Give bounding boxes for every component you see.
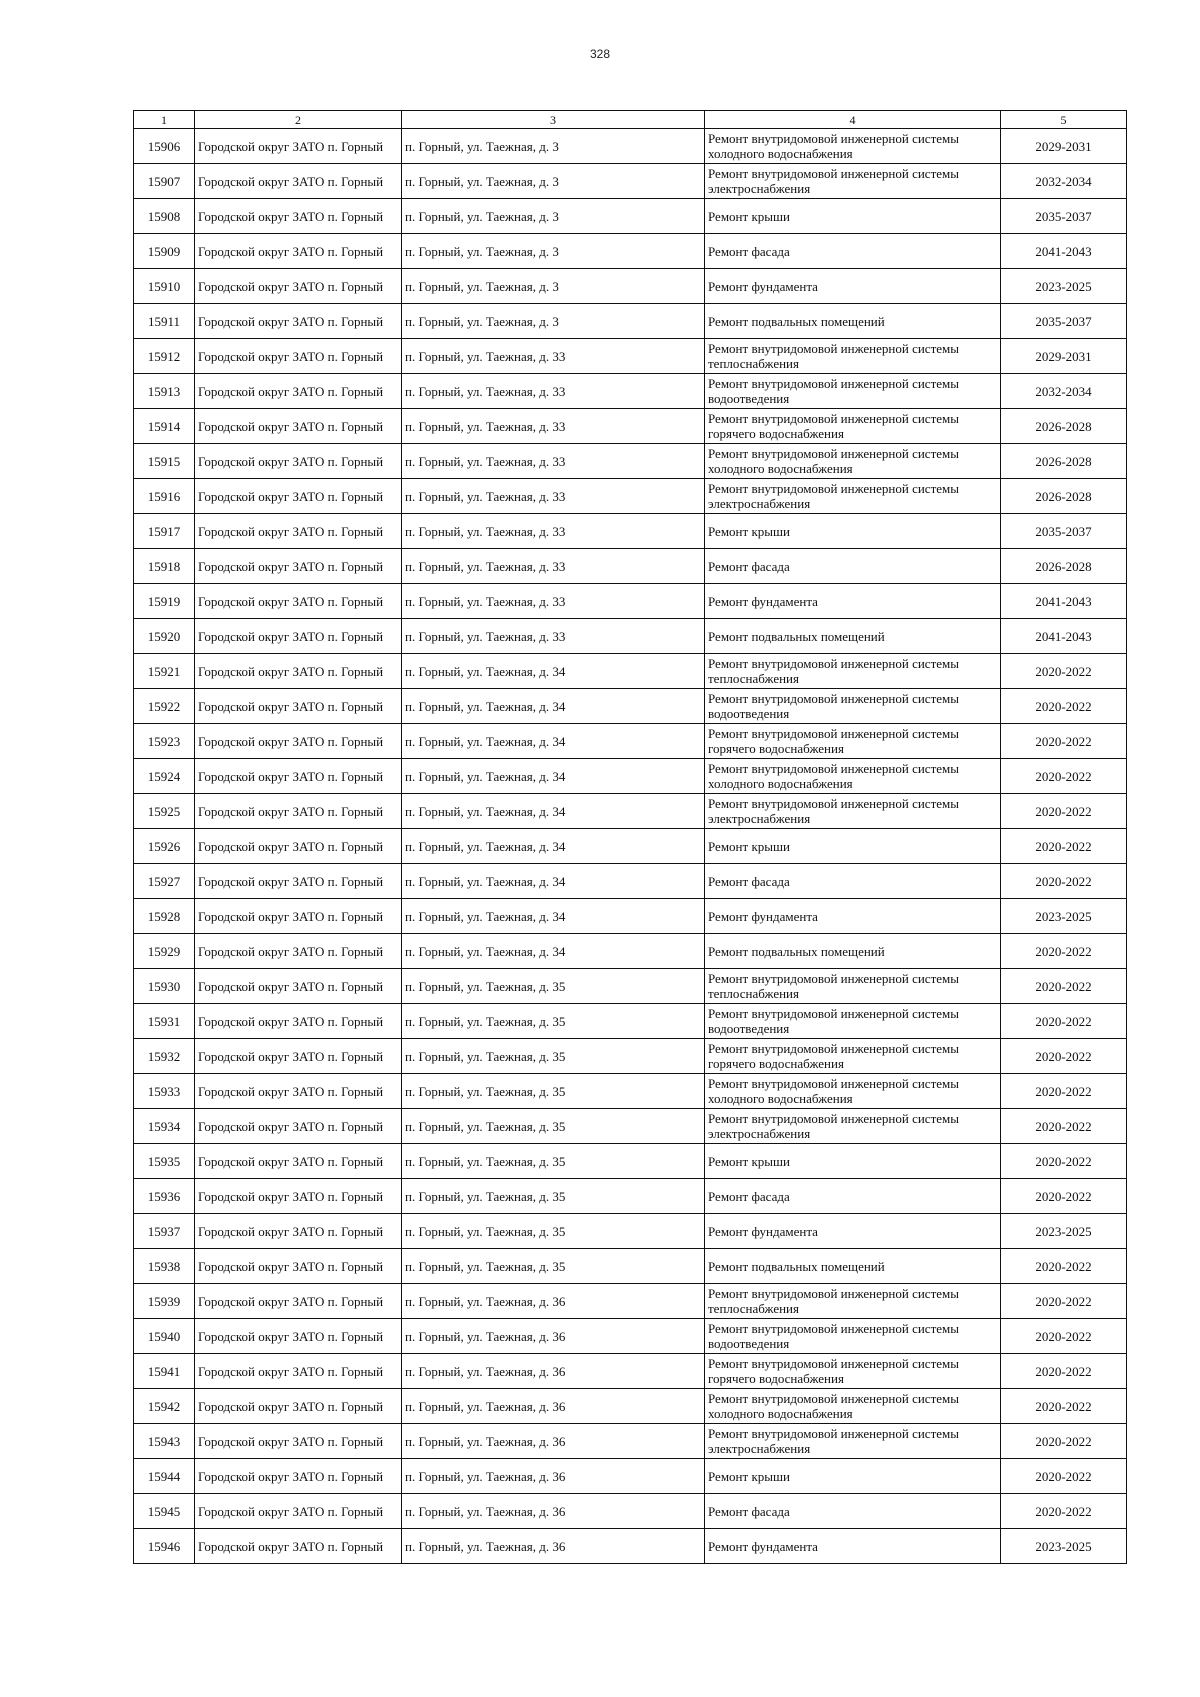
table-row — [134, 1459, 1127, 1494]
address-cell: п. Горный, ул. Таежная, д. 36 — [402, 1319, 705, 1354]
row-number-cell: 15906 — [134, 129, 195, 164]
row-number-cell: 15929 — [134, 934, 195, 969]
years-cell: 2041-2043 — [1001, 584, 1127, 619]
row-number-cell: 15917 — [134, 514, 195, 549]
table-row — [134, 899, 1127, 934]
row-number-cell: 15941 — [134, 1354, 195, 1389]
address-cell: п. Горный, ул. Таежная, д. 34 — [402, 689, 705, 724]
work-type-cell: Ремонт внутридомовой инженерной системы теплоснабжения — [705, 1284, 1001, 1319]
work-type-cell: Ремонт внутридомовой инженерной системы горячего водоснабжения — [705, 724, 1001, 759]
row-number-cell: 15912 — [134, 339, 195, 374]
header-row — [134, 111, 1127, 129]
address-cell: п. Горный, ул. Таежная, д. 33 — [402, 479, 705, 514]
work-type-cell: Ремонт внутридомовой инженерной системы холодного водоснабжения — [705, 1074, 1001, 1109]
address-cell: п. Горный, ул. Таежная, д. 35 — [402, 1004, 705, 1039]
address-cell: п. Горный, ул. Таежная, д. 36 — [402, 1529, 705, 1564]
years-cell: 2020-2022 — [1001, 1319, 1127, 1354]
work-type-cell: Ремонт внутридомовой инженерной системы теплоснабжения — [705, 654, 1001, 689]
district-cell: Городской округ ЗАТО п. Горный — [195, 1354, 402, 1389]
district-cell: Городской округ ЗАТО п. Горный — [195, 304, 402, 339]
work-type-cell: Ремонт подвальных помещений — [705, 304, 1001, 339]
table-row — [134, 479, 1127, 514]
work-type-cell: Ремонт внутридомовой инженерной системы теплоснабжения — [705, 339, 1001, 374]
district-cell: Городской округ ЗАТО п. Горный — [195, 1284, 402, 1319]
table-row — [134, 1319, 1127, 1354]
row-number-cell: 15940 — [134, 1319, 195, 1354]
row-number-cell: 15942 — [134, 1389, 195, 1424]
district-cell: Городской округ ЗАТО п. Горный — [195, 724, 402, 759]
district-cell: Городской округ ЗАТО п. Горный — [195, 829, 402, 864]
district-cell: Городской округ ЗАТО п. Горный — [195, 234, 402, 269]
address-cell: п. Горный, ул. Таежная, д. 35 — [402, 1109, 705, 1144]
years-cell: 2020-2022 — [1001, 1424, 1127, 1459]
row-number-cell: 15913 — [134, 374, 195, 409]
address-cell: п. Горный, ул. Таежная, д. 36 — [402, 1459, 705, 1494]
row-number-cell: 15922 — [134, 689, 195, 724]
district-cell: Городской округ ЗАТО п. Горный — [195, 479, 402, 514]
district-cell: Городской округ ЗАТО п. Горный — [195, 199, 402, 234]
table-row — [134, 304, 1127, 339]
address-cell: п. Горный, ул. Таежная, д. 33 — [402, 444, 705, 479]
table-row — [134, 129, 1127, 164]
work-type-cell: Ремонт крыши — [705, 829, 1001, 864]
table-row — [134, 1039, 1127, 1074]
years-cell: 2020-2022 — [1001, 1459, 1127, 1494]
table-row — [134, 1424, 1127, 1459]
district-cell: Городской округ ЗАТО п. Горный — [195, 1109, 402, 1144]
row-number-cell: 15908 — [134, 199, 195, 234]
address-cell: п. Горный, ул. Таежная, д. 33 — [402, 409, 705, 444]
district-cell: Городской округ ЗАТО п. Горный — [195, 969, 402, 1004]
work-type-cell: Ремонт внутридомовой инженерной системы водоотведения — [705, 1004, 1001, 1039]
address-cell: п. Горный, ул. Таежная, д. 35 — [402, 1039, 705, 1074]
years-cell: 2020-2022 — [1001, 724, 1127, 759]
table-row — [134, 1004, 1127, 1039]
district-cell: Городской округ ЗАТО п. Горный — [195, 164, 402, 199]
years-cell: 2020-2022 — [1001, 1109, 1127, 1144]
district-cell: Городской округ ЗАТО п. Горный — [195, 409, 402, 444]
district-cell: Городской округ ЗАТО п. Горный — [195, 1179, 402, 1214]
row-number-cell: 15927 — [134, 864, 195, 899]
district-cell: Городской округ ЗАТО п. Горный — [195, 934, 402, 969]
years-cell: 2029-2031 — [1001, 339, 1127, 374]
address-cell: п. Горный, ул. Таежная, д. 35 — [402, 969, 705, 1004]
years-cell: 2020-2022 — [1001, 1039, 1127, 1074]
table-row — [134, 829, 1127, 864]
district-cell: Городской округ ЗАТО п. Горный — [195, 689, 402, 724]
row-number-cell: 15919 — [134, 584, 195, 619]
work-type-cell: Ремонт внутридомовой инженерной системы водоотведения — [705, 689, 1001, 724]
table-row — [134, 1214, 1127, 1249]
table-row — [134, 1249, 1127, 1284]
address-cell: п. Горный, ул. Таежная, д. 36 — [402, 1389, 705, 1424]
row-number-cell: 15914 — [134, 409, 195, 444]
table-row — [134, 619, 1127, 654]
column-header: 4 — [705, 111, 1001, 129]
years-cell: 2035-2037 — [1001, 514, 1127, 549]
address-cell: п. Горный, ул. Таежная, д. 3 — [402, 269, 705, 304]
years-cell: 2020-2022 — [1001, 1179, 1127, 1214]
district-cell: Городской округ ЗАТО п. Горный — [195, 1494, 402, 1529]
row-number-cell: 15920 — [134, 619, 195, 654]
address-cell: п. Горный, ул. Таежная, д. 34 — [402, 724, 705, 759]
district-cell: Городской округ ЗАТО п. Горный — [195, 129, 402, 164]
years-cell: 2020-2022 — [1001, 689, 1127, 724]
column-header: 2 — [195, 111, 402, 129]
table-row — [134, 549, 1127, 584]
table-row — [134, 1529, 1127, 1564]
table-row — [134, 1144, 1127, 1179]
district-cell: Городской округ ЗАТО п. Горный — [195, 1459, 402, 1494]
table-row — [134, 444, 1127, 479]
address-cell: п. Горный, ул. Таежная, д. 36 — [402, 1284, 705, 1319]
column-header: 3 — [402, 111, 705, 129]
address-cell: п. Горный, ул. Таежная, д. 36 — [402, 1354, 705, 1389]
address-cell: п. Горный, ул. Таежная, д. 34 — [402, 654, 705, 689]
address-cell: п. Горный, ул. Таежная, д. 3 — [402, 199, 705, 234]
district-cell: Городской округ ЗАТО п. Горный — [195, 514, 402, 549]
table-row — [134, 199, 1127, 234]
years-cell: 2020-2022 — [1001, 934, 1127, 969]
address-cell: п. Горный, ул. Таежная, д. 36 — [402, 1494, 705, 1529]
row-number-cell: 15926 — [134, 829, 195, 864]
address-cell: п. Горный, ул. Таежная, д. 35 — [402, 1214, 705, 1249]
years-cell: 2020-2022 — [1001, 969, 1127, 1004]
address-cell: п. Горный, ул. Таежная, д. 33 — [402, 339, 705, 374]
years-cell: 2020-2022 — [1001, 1074, 1127, 1109]
years-cell: 2020-2022 — [1001, 864, 1127, 899]
work-type-cell: Ремонт внутридомовой инженерной системы горячего водоснабжения — [705, 1354, 1001, 1389]
table-row — [134, 794, 1127, 829]
district-cell: Городской округ ЗАТО п. Горный — [195, 1424, 402, 1459]
work-type-cell: Ремонт внутридомовой инженерной системы горячего водоснабжения — [705, 409, 1001, 444]
years-cell: 2020-2022 — [1001, 1389, 1127, 1424]
district-cell: Городской округ ЗАТО п. Горный — [195, 374, 402, 409]
row-number-cell: 15934 — [134, 1109, 195, 1144]
table-row — [134, 934, 1127, 969]
years-cell: 2035-2037 — [1001, 199, 1127, 234]
table-row — [134, 234, 1127, 269]
row-number-cell: 15945 — [134, 1494, 195, 1529]
work-type-cell: Ремонт фасада — [705, 234, 1001, 269]
table-row — [134, 1109, 1127, 1144]
work-type-cell: Ремонт фундамента — [705, 899, 1001, 934]
address-cell: п. Горный, ул. Таежная, д. 3 — [402, 234, 705, 269]
district-cell: Городской округ ЗАТО п. Горный — [195, 1529, 402, 1564]
address-cell: п. Горный, ул. Таежная, д. 35 — [402, 1074, 705, 1109]
work-type-cell: Ремонт фасада — [705, 1494, 1001, 1529]
district-cell: Городской округ ЗАТО п. Горный — [195, 619, 402, 654]
work-type-cell: Ремонт подвальных помещений — [705, 1249, 1001, 1284]
row-number-cell: 15925 — [134, 794, 195, 829]
address-cell: п. Горный, ул. Таежная, д. 34 — [402, 829, 705, 864]
row-number-cell: 15907 — [134, 164, 195, 199]
row-number-cell: 15932 — [134, 1039, 195, 1074]
address-cell: п. Горный, ул. Таежная, д. 33 — [402, 619, 705, 654]
row-number-cell: 15921 — [134, 654, 195, 689]
table-row — [134, 374, 1127, 409]
column-header: 1 — [134, 111, 195, 129]
row-number-cell: 15930 — [134, 969, 195, 1004]
work-type-cell: Ремонт подвальных помещений — [705, 619, 1001, 654]
table-row — [134, 514, 1127, 549]
work-type-cell: Ремонт фасада — [705, 864, 1001, 899]
work-type-cell: Ремонт внутридомовой инженерной системы электроснабжения — [705, 1109, 1001, 1144]
table-row — [134, 864, 1127, 899]
years-cell: 2020-2022 — [1001, 1249, 1127, 1284]
years-cell: 2041-2043 — [1001, 234, 1127, 269]
work-type-cell: Ремонт внутридомовой инженерной системы холодного водоснабжения — [705, 1389, 1001, 1424]
address-cell: п. Горный, ул. Таежная, д. 3 — [402, 304, 705, 339]
address-cell: п. Горный, ул. Таежная, д. 33 — [402, 514, 705, 549]
work-type-cell: Ремонт фундамента — [705, 584, 1001, 619]
district-cell: Городской округ ЗАТО п. Горный — [195, 1389, 402, 1424]
work-type-cell: Ремонт фундамента — [705, 1214, 1001, 1249]
district-cell: Городской округ ЗАТО п. Горный — [195, 654, 402, 689]
row-number-cell: 15931 — [134, 1004, 195, 1039]
years-cell: 2020-2022 — [1001, 1004, 1127, 1039]
row-number-cell: 15943 — [134, 1424, 195, 1459]
address-cell: п. Горный, ул. Таежная, д. 35 — [402, 1179, 705, 1214]
work-type-cell: Ремонт внутридомовой инженерной системы водоотведения — [705, 1319, 1001, 1354]
row-number-cell: 15916 — [134, 479, 195, 514]
address-cell: п. Горный, ул. Таежная, д. 35 — [402, 1249, 705, 1284]
table-row — [134, 1284, 1127, 1319]
address-cell: п. Горный, ул. Таежная, д. 33 — [402, 374, 705, 409]
district-cell: Городской округ ЗАТО п. Горный — [195, 1249, 402, 1284]
row-number-cell: 15918 — [134, 549, 195, 584]
work-type-cell: Ремонт внутридомовой инженерной системы электроснабжения — [705, 794, 1001, 829]
table-row — [134, 164, 1127, 199]
table-row — [134, 724, 1127, 759]
district-cell: Городской округ ЗАТО п. Горный — [195, 444, 402, 479]
table-row — [134, 409, 1127, 444]
years-cell: 2020-2022 — [1001, 1494, 1127, 1529]
years-cell: 2020-2022 — [1001, 1354, 1127, 1389]
row-number-cell: 15936 — [134, 1179, 195, 1214]
table-row — [134, 584, 1127, 619]
years-cell: 2026-2028 — [1001, 479, 1127, 514]
work-type-cell: Ремонт фасада — [705, 549, 1001, 584]
district-cell: Городской округ ЗАТО п. Горный — [195, 1004, 402, 1039]
table-row — [134, 759, 1127, 794]
district-cell: Городской округ ЗАТО п. Горный — [195, 1074, 402, 1109]
address-cell: п. Горный, ул. Таежная, д. 33 — [402, 549, 705, 584]
page-number: 328 — [589, 47, 611, 61]
years-cell: 2029-2031 — [1001, 129, 1127, 164]
district-cell: Городской округ ЗАТО п. Горный — [195, 759, 402, 794]
work-type-cell: Ремонт внутридомовой инженерной системы теплоснабжения — [705, 969, 1001, 1004]
district-cell: Городской округ ЗАТО п. Горный — [195, 269, 402, 304]
table-row — [134, 1179, 1127, 1214]
row-number-cell: 15909 — [134, 234, 195, 269]
address-cell: п. Горный, ул. Таежная, д. 35 — [402, 1144, 705, 1179]
district-cell: Городской округ ЗАТО п. Горный — [195, 549, 402, 584]
row-number-cell: 15924 — [134, 759, 195, 794]
table-row — [134, 1389, 1127, 1424]
address-cell: п. Горный, ул. Таежная, д. 34 — [402, 899, 705, 934]
work-type-cell: Ремонт крыши — [705, 1144, 1001, 1179]
district-cell: Городской округ ЗАТО п. Горный — [195, 1214, 402, 1249]
district-cell: Городской округ ЗАТО п. Горный — [195, 584, 402, 619]
work-type-cell: Ремонт крыши — [705, 514, 1001, 549]
work-type-cell: Ремонт внутридомовой инженерной системы водоотведения — [705, 374, 1001, 409]
years-cell: 2020-2022 — [1001, 654, 1127, 689]
years-cell: 2020-2022 — [1001, 759, 1127, 794]
table-row — [134, 339, 1127, 374]
work-type-cell: Ремонт фундамента — [705, 1529, 1001, 1564]
row-number-cell: 15944 — [134, 1459, 195, 1494]
work-type-cell: Ремонт фундамента — [705, 269, 1001, 304]
row-number-cell: 15923 — [134, 724, 195, 759]
years-cell: 2023-2025 — [1001, 1214, 1127, 1249]
years-cell: 2020-2022 — [1001, 1144, 1127, 1179]
work-type-cell: Ремонт внутридомовой инженерной системы электроснабжения — [705, 1424, 1001, 1459]
address-cell: п. Горный, ул. Таежная, д. 34 — [402, 759, 705, 794]
address-cell: п. Горный, ул. Таежная, д. 33 — [402, 584, 705, 619]
address-cell: п. Горный, ул. Таежная, д. 3 — [402, 129, 705, 164]
district-cell: Городской округ ЗАТО п. Горный — [195, 1144, 402, 1179]
row-number-cell: 15910 — [134, 269, 195, 304]
table-row — [134, 689, 1127, 724]
years-cell: 2026-2028 — [1001, 549, 1127, 584]
years-cell: 2032-2034 — [1001, 164, 1127, 199]
row-number-cell: 15938 — [134, 1249, 195, 1284]
district-cell: Городской округ ЗАТО п. Горный — [195, 864, 402, 899]
row-number-cell: 15933 — [134, 1074, 195, 1109]
table-row — [134, 969, 1127, 1004]
table-row — [134, 269, 1127, 304]
work-type-cell: Ремонт внутридомовой инженерной системы электроснабжения — [705, 164, 1001, 199]
years-cell: 2023-2025 — [1001, 1529, 1127, 1564]
years-cell: 2020-2022 — [1001, 794, 1127, 829]
work-type-cell: Ремонт фасада — [705, 1179, 1001, 1214]
address-cell: п. Горный, ул. Таежная, д. 34 — [402, 934, 705, 969]
table-body — [134, 129, 1127, 1564]
row-number-cell: 15915 — [134, 444, 195, 479]
work-type-cell: Ремонт внутридомовой инженерной системы холодного водоснабжения — [705, 759, 1001, 794]
address-cell: п. Горный, ул. Таежная, д. 34 — [402, 794, 705, 829]
work-type-cell: Ремонт внутридомовой инженерной системы электроснабжения — [705, 479, 1001, 514]
work-schedule-table — [133, 110, 1127, 1564]
table-row — [134, 654, 1127, 689]
years-cell: 2026-2028 — [1001, 444, 1127, 479]
years-cell: 2041-2043 — [1001, 619, 1127, 654]
table-row — [134, 1074, 1127, 1109]
work-type-cell: Ремонт внутридомовой инженерной системы холодного водоснабжения — [705, 444, 1001, 479]
years-cell: 2026-2028 — [1001, 409, 1127, 444]
row-number-cell: 15928 — [134, 899, 195, 934]
district-cell: Городской округ ЗАТО п. Горный — [195, 1319, 402, 1354]
row-number-cell: 15946 — [134, 1529, 195, 1564]
years-cell: 2023-2025 — [1001, 899, 1127, 934]
district-cell: Городской округ ЗАТО п. Горный — [195, 794, 402, 829]
district-cell: Городской округ ЗАТО п. Горный — [195, 899, 402, 934]
work-type-cell: Ремонт внутридомовой инженерной системы холодного водоснабжения — [705, 129, 1001, 164]
row-number-cell: 15911 — [134, 304, 195, 339]
table-row — [134, 1494, 1127, 1529]
district-cell: Городской округ ЗАТО п. Горный — [195, 1039, 402, 1074]
work-type-cell: Ремонт подвальных помещений — [705, 934, 1001, 969]
address-cell: п. Горный, ул. Таежная, д. 3 — [402, 164, 705, 199]
work-type-cell: Ремонт крыши — [705, 199, 1001, 234]
table-row — [134, 1354, 1127, 1389]
row-number-cell: 15935 — [134, 1144, 195, 1179]
row-number-cell: 15939 — [134, 1284, 195, 1319]
address-cell: п. Горный, ул. Таежная, д. 36 — [402, 1424, 705, 1459]
row-number-cell: 15937 — [134, 1214, 195, 1249]
years-cell: 2020-2022 — [1001, 829, 1127, 864]
years-cell: 2020-2022 — [1001, 1284, 1127, 1319]
address-cell: п. Горный, ул. Таежная, д. 34 — [402, 864, 705, 899]
years-cell: 2035-2037 — [1001, 304, 1127, 339]
column-header: 5 — [1001, 111, 1127, 129]
work-type-cell: Ремонт внутридомовой инженерной системы горячего водоснабжения — [705, 1039, 1001, 1074]
work-type-cell: Ремонт крыши — [705, 1459, 1001, 1494]
years-cell: 2032-2034 — [1001, 374, 1127, 409]
years-cell: 2023-2025 — [1001, 269, 1127, 304]
district-cell: Городской округ ЗАТО п. Горный — [195, 339, 402, 374]
